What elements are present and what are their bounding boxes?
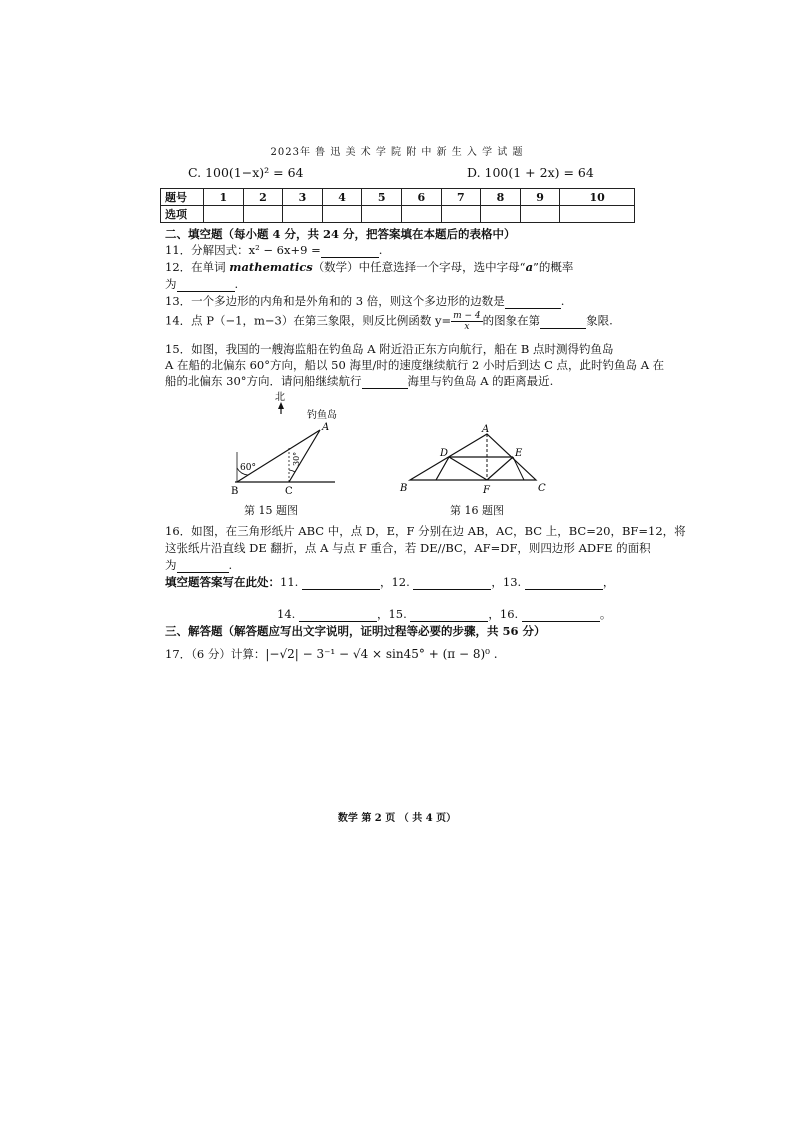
line-ba bbox=[237, 430, 320, 482]
answer-area-row1: 填空题答案写在此处：11. ，12. ，13. ， bbox=[165, 575, 615, 589]
question-15-line1: 15．如图，我国的一艘海监船在钓鱼岛 A 附近沿正东方向航行，船在 B 点时测得钓鱼岛 bbox=[165, 342, 614, 356]
answer-num-14: 14. bbox=[277, 607, 296, 621]
q13-blank[interactable] bbox=[505, 294, 561, 309]
option-d: D. 100(1 + 2x) = 64 bbox=[467, 165, 594, 180]
answer-blank-13[interactable] bbox=[525, 575, 603, 590]
figure-16-diagram bbox=[396, 420, 556, 496]
q17-text: 17．（6 分）计算： bbox=[165, 647, 266, 661]
q12-text-c: ”的概率 bbox=[533, 260, 574, 274]
q15-text: 船的北偏东 30°方向．请问船继续航行 bbox=[165, 374, 362, 388]
question-13 bbox=[165, 293, 564, 309]
answer-cell[interactable] bbox=[243, 206, 283, 223]
table-col: 9 bbox=[520, 189, 560, 206]
answer-table-header-row bbox=[161, 189, 635, 206]
table-col: 1 bbox=[204, 189, 244, 206]
question-12 bbox=[165, 259, 573, 275]
table-col: 6 bbox=[401, 189, 441, 206]
answer-cell[interactable] bbox=[362, 206, 402, 223]
answer-cell[interactable] bbox=[204, 206, 244, 223]
q14-fraction bbox=[451, 311, 483, 332]
answer-blank-14[interactable] bbox=[299, 607, 377, 622]
island-label: 钓鱼岛 bbox=[307, 410, 337, 421]
q12-suffix: . bbox=[234, 277, 239, 291]
line-ef bbox=[487, 457, 513, 480]
section2-title: 二、填空题（每小题 4 分，共 24 分，把答案填在本题后的表格中） bbox=[165, 227, 516, 241]
q16-blank[interactable] bbox=[177, 558, 229, 573]
question-16-line1: 16．如图，在三角形纸片 ABC 中，点 D，E，F 分别在边 AB，AC，BC 上，BC=20，BF=12，将 bbox=[165, 524, 686, 538]
point-a-label: A bbox=[322, 422, 330, 433]
answer-blank-15[interactable] bbox=[410, 607, 488, 622]
point-b16-label: B bbox=[400, 483, 408, 494]
q11-text: 11．分解因式：x² − 6x+9 = bbox=[165, 243, 321, 257]
question-15-line3 bbox=[165, 373, 553, 389]
point-d-label: D bbox=[440, 448, 449, 459]
q14-text: 14．点 P（−1，m−3）在第三象限，则反比例函数 y= bbox=[165, 313, 452, 328]
table-col: 2 bbox=[243, 189, 283, 206]
answer-cell[interactable] bbox=[560, 206, 635, 223]
q12-word: mathematics bbox=[229, 260, 313, 274]
north-arrow-head bbox=[278, 402, 284, 409]
q16-prefix: 为 bbox=[165, 558, 177, 572]
angle-arc-30 bbox=[289, 470, 295, 472]
table-col: 5 bbox=[362, 189, 402, 206]
answer-cell[interactable] bbox=[283, 206, 323, 223]
answer-num-11: 11. bbox=[280, 575, 299, 589]
table-col: 4 bbox=[322, 189, 362, 206]
q12-letter: a bbox=[525, 260, 534, 274]
angle-60-label: 60° bbox=[240, 463, 256, 473]
north-label: 北 bbox=[275, 392, 285, 403]
q14-suffix: 象限. bbox=[586, 313, 613, 328]
q12-text-a: 12．在单词 bbox=[165, 260, 230, 274]
point-a16-label: A bbox=[482, 424, 490, 435]
q14-blank[interactable] bbox=[540, 314, 586, 329]
answer-cell[interactable] bbox=[520, 206, 560, 223]
table-col: 3 bbox=[283, 189, 323, 206]
q12-text-b: （数学）中任意选择一个字母，选中字母“ bbox=[312, 260, 526, 274]
figure-15-caption: 第 15 题图 bbox=[244, 504, 298, 517]
q15-suffix: 海里与钓鱼岛 A 的距离最近. bbox=[407, 374, 554, 388]
answer-blank-12[interactable] bbox=[413, 575, 491, 590]
q14-frac-den: x bbox=[464, 322, 470, 332]
table-col: 8 bbox=[481, 189, 521, 206]
figure-16-caption: 第 16 题图 bbox=[450, 504, 504, 517]
question-16-line2: 这张纸片沿直线 DE 翻折，点 A 与点 F 重合，若 DE//BC，AF=DF，则四边形 ADFE 的面积 bbox=[165, 541, 651, 555]
question-11 bbox=[165, 242, 382, 258]
answer-blank-16[interactable] bbox=[522, 607, 600, 622]
page-footer: 数学 第 2 页 （ 共 4 页） bbox=[337, 813, 457, 824]
answer-table-answer-row bbox=[161, 206, 635, 223]
exam-header: 2023年 鲁 迅 美 术 学 院 附 中 新 生 入 学 试 题 bbox=[270, 147, 524, 158]
answer-area-label: 填空题答案写在此处： bbox=[165, 575, 280, 589]
table-label-number: 题号 bbox=[161, 189, 204, 206]
answer-cell[interactable] bbox=[401, 206, 441, 223]
answer-cell[interactable] bbox=[441, 206, 481, 223]
point-b-label: B bbox=[231, 486, 239, 497]
q13-text: 13．一个多边形的内角和是外角和的 3 倍，则这个多边形的边数是 bbox=[165, 294, 505, 308]
section3-title: 三、解答题（解答题应写出文字说明，证明过程等必要的步骤，共 56 分） bbox=[165, 624, 546, 638]
question-12-line2 bbox=[165, 276, 238, 292]
point-f-label: F bbox=[483, 485, 490, 496]
q14-frac-num: m − 4 bbox=[453, 311, 481, 321]
answer-cell[interactable] bbox=[322, 206, 362, 223]
option-c: C. 100(1−x)² = 64 bbox=[188, 165, 304, 180]
answer-blank-11[interactable] bbox=[302, 575, 380, 590]
table-label-option: 选项 bbox=[161, 206, 204, 223]
q13-suffix: . bbox=[560, 294, 565, 308]
point-e-label: E bbox=[515, 448, 523, 459]
q17-expression: |−√2| − 3⁻¹ − √4 × sin45° + (π − 8)⁰ . bbox=[265, 647, 498, 661]
answer-table bbox=[160, 188, 635, 223]
figure-15-diagram bbox=[225, 390, 345, 498]
answer-num-15: 15. bbox=[388, 607, 407, 621]
question-15-line2: A 在船的北偏东 60°方向，船以 50 海里/时的速度继续航行 2 小时后到达 C 点，此时钓鱼岛 A 在 bbox=[165, 358, 665, 372]
answer-num-16: 16. bbox=[499, 607, 519, 621]
answer-num-12: 12. bbox=[391, 575, 410, 589]
fold-line-e bbox=[513, 457, 524, 480]
angle-30-label: 30° bbox=[292, 451, 301, 466]
question-16-line3 bbox=[165, 557, 232, 573]
q16-suffix: . bbox=[228, 558, 233, 572]
q12-prefix: 为 bbox=[165, 277, 177, 291]
point-c-label: C bbox=[285, 486, 293, 497]
q15-blank[interactable] bbox=[362, 374, 408, 389]
q11-suffix: . bbox=[378, 243, 383, 257]
answer-area-row2: 14. ，15. ，16. 。 bbox=[277, 607, 612, 621]
line-df bbox=[449, 457, 487, 480]
q11-blank[interactable] bbox=[321, 243, 379, 258]
q12-blank[interactable] bbox=[177, 277, 235, 292]
q14-middle: 的图象在第 bbox=[482, 313, 541, 328]
question-14 bbox=[165, 311, 613, 332]
point-c16-label: C bbox=[538, 483, 546, 494]
answer-cell[interactable] bbox=[481, 206, 521, 223]
table-col: 10 bbox=[560, 189, 635, 206]
answer-num-13: 13. bbox=[502, 575, 522, 589]
question-17 bbox=[165, 646, 498, 662]
table-col: 7 bbox=[441, 189, 481, 206]
